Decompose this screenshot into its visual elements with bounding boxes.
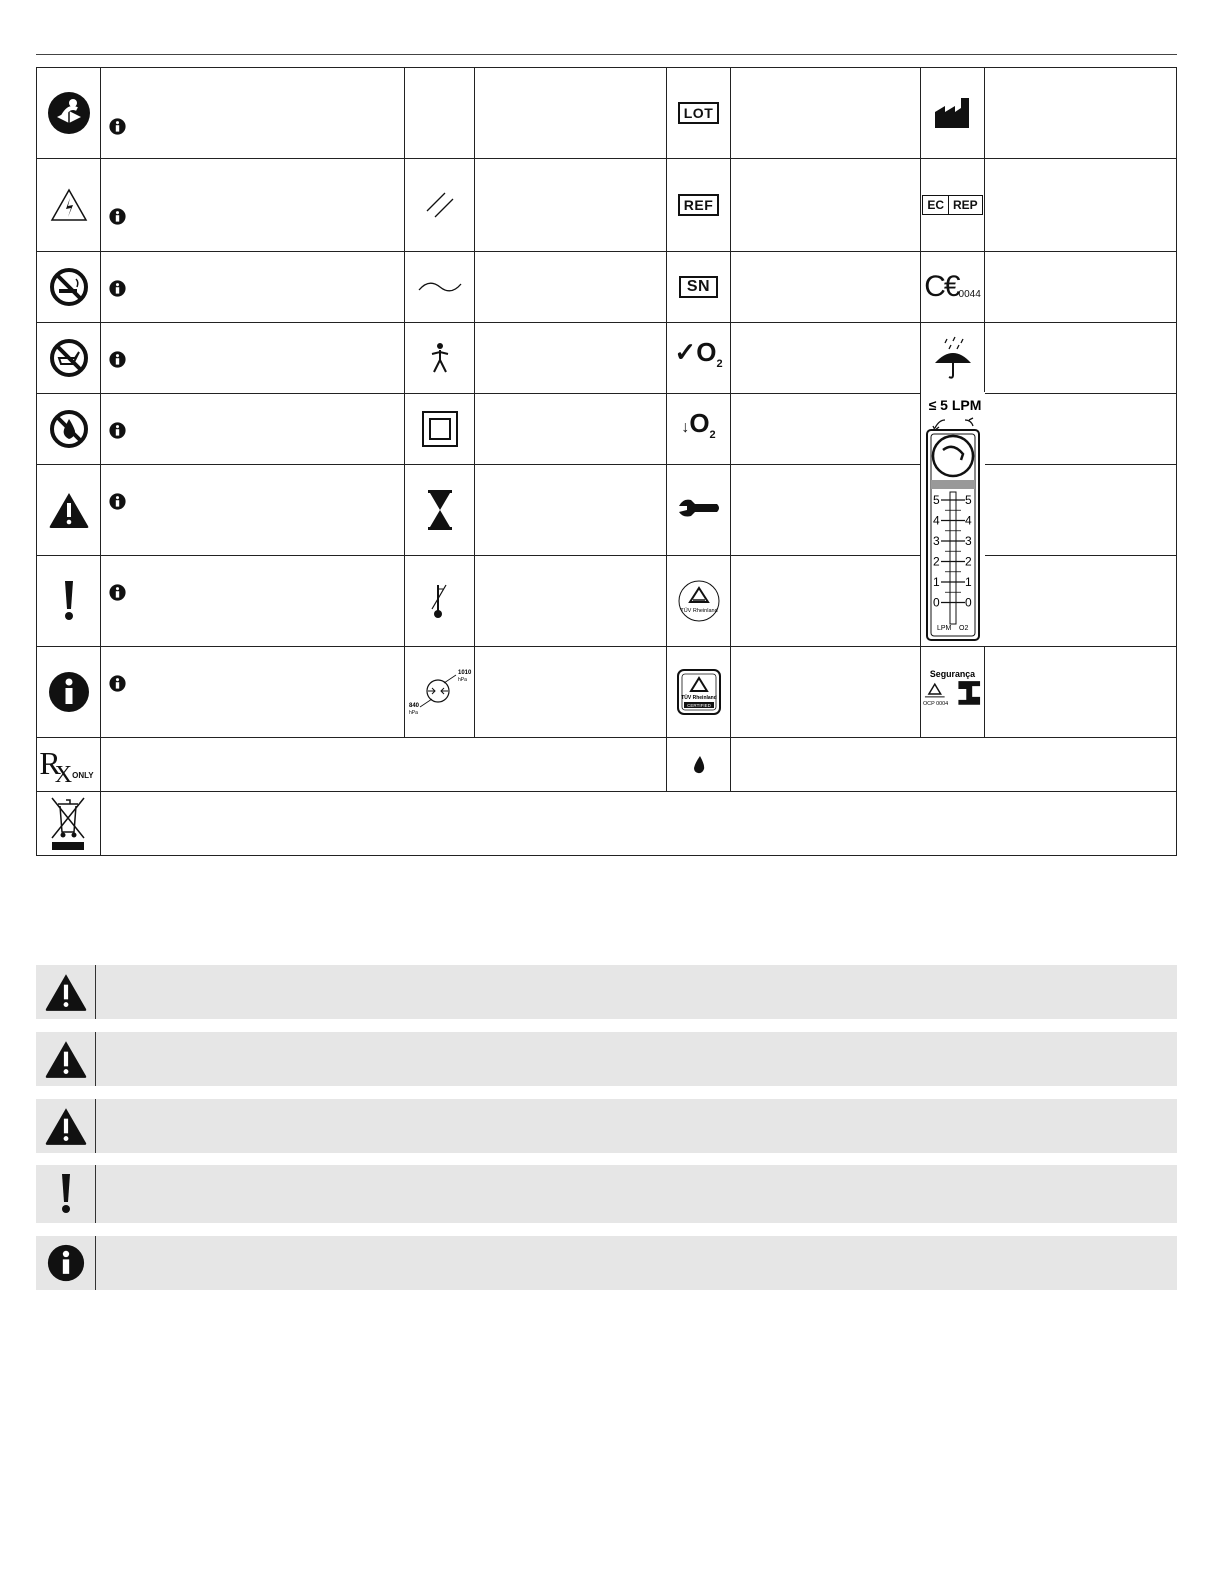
flow-scale [933,493,972,610]
warning-note [36,1032,1177,1086]
read-manual-icon [37,68,101,158]
type-bf-applied-part-icon [405,323,475,393]
symbol-description [475,252,667,322]
tuv-certified-icon [667,647,731,737]
svg-text:≤ 5 LPM: ≤ 5 LPM [928,397,982,413]
table-row [36,646,1177,737]
temperature-limit-icon [405,556,475,646]
rx-only-description [101,738,667,791]
info-icon [109,493,126,510]
inmetro-icon [921,647,985,737]
no-smoking-description [101,252,405,322]
information-note [36,1236,1177,1290]
information-icon [37,647,101,737]
svg-text:LPM: LPM [937,625,952,632]
warning-icon [37,465,101,555]
header-rule [36,54,1177,55]
svg-text:Segurança: Segurança [929,669,976,680]
svg-text:1010: 1010 [457,670,471,676]
no-oil-description [101,323,405,393]
svg-text:TÜV Rheinland: TÜV Rheinland [680,695,717,701]
table-row [36,555,1177,646]
information-icon [36,1236,96,1290]
symbol-description [475,647,667,737]
symbol-description [731,68,921,158]
flow-scale-label-left: 1 [933,575,940,589]
pressure-limit-icon [405,647,475,737]
svg-text:CERTIFIED: CERTIFIED [686,703,711,708]
symbol-description [731,159,921,251]
ce-mark-icon: C€ 0044 [921,252,985,322]
symbol-description [475,465,667,555]
svg-text:OCP 0004: OCP 0004 [922,700,949,707]
symbol-description [985,465,1177,555]
svg-text:hPa: hPa [457,677,467,683]
table-row [36,393,1177,464]
info-icon [109,675,126,692]
low-oxygen-icon: $↓O_2$ [667,394,731,464]
svg-text:hPa: hPa [408,710,418,716]
flow-scale-label-right: 4 [965,513,972,528]
info-icon [109,280,126,297]
symbol-table [36,67,1177,856]
symbol-description [731,465,921,555]
svg-text:TÜV Rheinland: TÜV Rheinland [679,608,718,614]
class-ii-double-insulation-icon [405,394,475,464]
flow-scale-label-left: 0 [933,595,940,610]
info-icon [109,584,126,601]
flow-scale-label-right: 1 [965,575,972,589]
no-oil-grease-icon [37,323,101,393]
ac-current-icon [405,252,475,322]
flow-scale-label-right: 2 [965,554,972,569]
warning-note [36,965,1177,1019]
table-row [36,251,1177,322]
lot-number-icon: LOT [667,68,731,158]
electric-shock-icon [37,159,101,251]
table-row [36,67,1177,158]
warning-description [101,465,405,555]
ec-rep-icon: EC REP [921,159,985,251]
symbol-description [731,556,921,646]
tuv-mark-icon [667,556,731,646]
empty-symbol-cell [405,68,475,158]
keep-dry-icon [921,323,985,393]
service-wrench-icon [667,465,731,555]
svg-text:840: 840 [408,703,419,709]
info-icon [109,422,126,439]
warning-note [36,1099,1177,1153]
symbol-description [985,323,1177,393]
symbol-description [985,252,1177,322]
symbol-description [475,159,667,251]
weee-disposal-icon [37,792,101,855]
table-row [36,158,1177,251]
single-patient-use-icon [667,738,731,791]
flow-scale-label-left: 2 [933,554,940,569]
flow-scale-label-right: 3 [965,534,972,548]
warning-icon [36,1099,96,1153]
symbol-description [475,323,667,393]
symbol-description [731,252,921,322]
warning-icon [36,965,96,1019]
flow-scale-label-left: 5 [933,493,940,507]
flow-scale-label-right: 5 [965,493,972,507]
symbol-description [475,556,667,646]
electric-shock-description [101,159,405,251]
symbol-description [731,647,921,737]
symbol-description [985,159,1177,251]
svg-text:O2: O2 [959,625,969,632]
symbol-description [475,394,667,464]
symbol-description [985,647,1177,737]
caution-note [36,1165,1177,1223]
info-icon [109,351,126,368]
symbol-description [731,738,1177,791]
symbol-description [985,68,1177,158]
no-smoking-icon [37,252,101,322]
manufacturer-icon [921,68,985,158]
rx-only-icon: $R_X$ ONLY [37,738,101,791]
caution-icon [36,1165,96,1223]
weee-disposal-description [101,792,1177,855]
caution-description [101,556,405,646]
info-icon [109,208,126,225]
flow-scale-label-left: 3 [933,534,940,548]
reference-number-icon: REF [667,159,731,251]
dc-current-icon [405,159,475,251]
serial-number-icon: SN [667,252,731,322]
symbol-description [731,323,921,393]
normal-oxygen-icon: $✓O_2$ [667,323,731,393]
flow-scale-label-left: 4 [933,513,940,528]
caution-icon [37,556,101,646]
table-row [36,791,1177,856]
no-open-flame-icon [37,394,101,464]
read-manual-description [101,68,405,158]
warning-icon [36,1032,96,1086]
table-row [36,464,1177,555]
symbol-description [475,68,667,158]
information-description [101,647,405,737]
symbol-description [985,556,1177,646]
table-row [36,737,1177,791]
info-icon [109,118,126,135]
use-by-date-icon [405,465,475,555]
symbol-description [731,394,921,464]
no-open-flame-description [101,394,405,464]
table-row [36,322,1177,393]
flow-scale-label-right: 0 [965,595,972,610]
flowmeter-icon [921,392,985,646]
symbol-description [985,394,1177,464]
